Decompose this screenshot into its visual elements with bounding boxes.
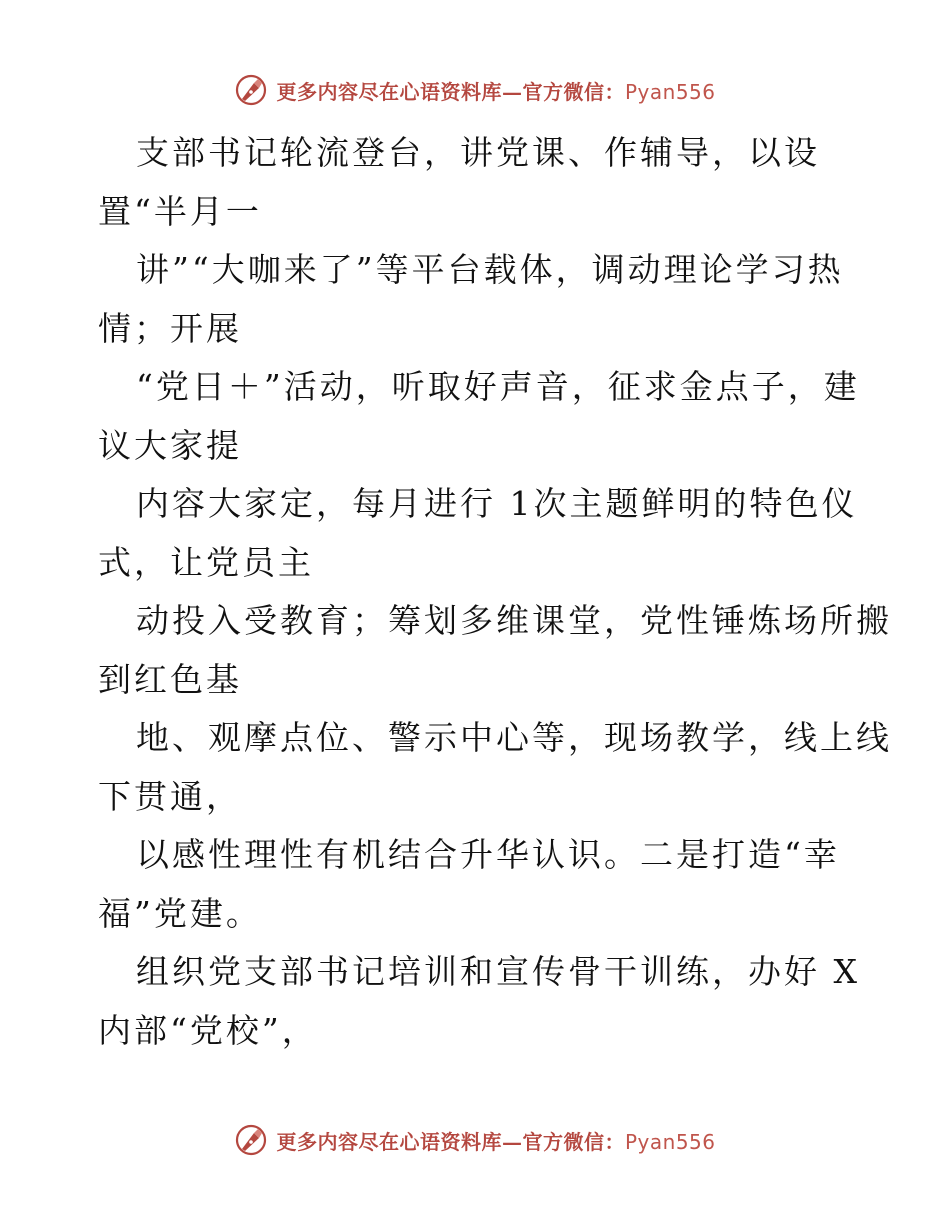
body-line: “党日＋”活动，听取好声音，征求金点子，建 (136, 367, 860, 406)
pen-nib-icon (234, 1123, 268, 1157)
header-wechat-id: Pyan556 (624, 79, 716, 104)
body-line: 组织党支部书记培训和宣传骨干训练，办好 X (136, 952, 860, 991)
body-line: 动投入受教育；筹划多维课堂，党性锤炼场所搬 (136, 601, 892, 640)
footer-wechat-id: Pyan556 (624, 1129, 716, 1154)
body-line: 内容大家定，每月进行 1次主题鲜明的特色仪 (136, 484, 858, 523)
body-line: 地、观摩点位、警示中心等，现场教学，线上线 (136, 718, 892, 757)
footer-watermark-text: 更多内容尽在心语资料库—官方微信：Pyan556 (276, 1129, 716, 1154)
header-watermark (0, 70, 950, 110)
header-watermark-text: 更多内容尽在心语资料库—官方微信：Pyan556 (276, 79, 716, 104)
body-line: 议大家提 (98, 425, 242, 465)
body-line: 支部书记轮流登台，讲党课、作辅导，以设 (136, 133, 820, 172)
body-line: 情；开展 (98, 308, 242, 348)
body-line: 福”党建。 (98, 893, 262, 933)
body-line: 下贯通， (98, 776, 242, 816)
body-line: 内部“党校”， (98, 1010, 318, 1050)
pen-nib-icon (234, 73, 268, 107)
body-line: 置“半月一 (98, 191, 262, 231)
body-line: 式，让党员主 (98, 542, 314, 582)
body-line: 以感性理性有机结合升华认识。二是打造“幸 (136, 835, 840, 874)
body-line: 讲”“大咖来了”等平台载体，调动理论学习热 (136, 250, 844, 289)
body-line: 到红色基 (98, 659, 242, 699)
document-body (98, 124, 892, 1060)
footer-watermark (0, 1120, 950, 1160)
